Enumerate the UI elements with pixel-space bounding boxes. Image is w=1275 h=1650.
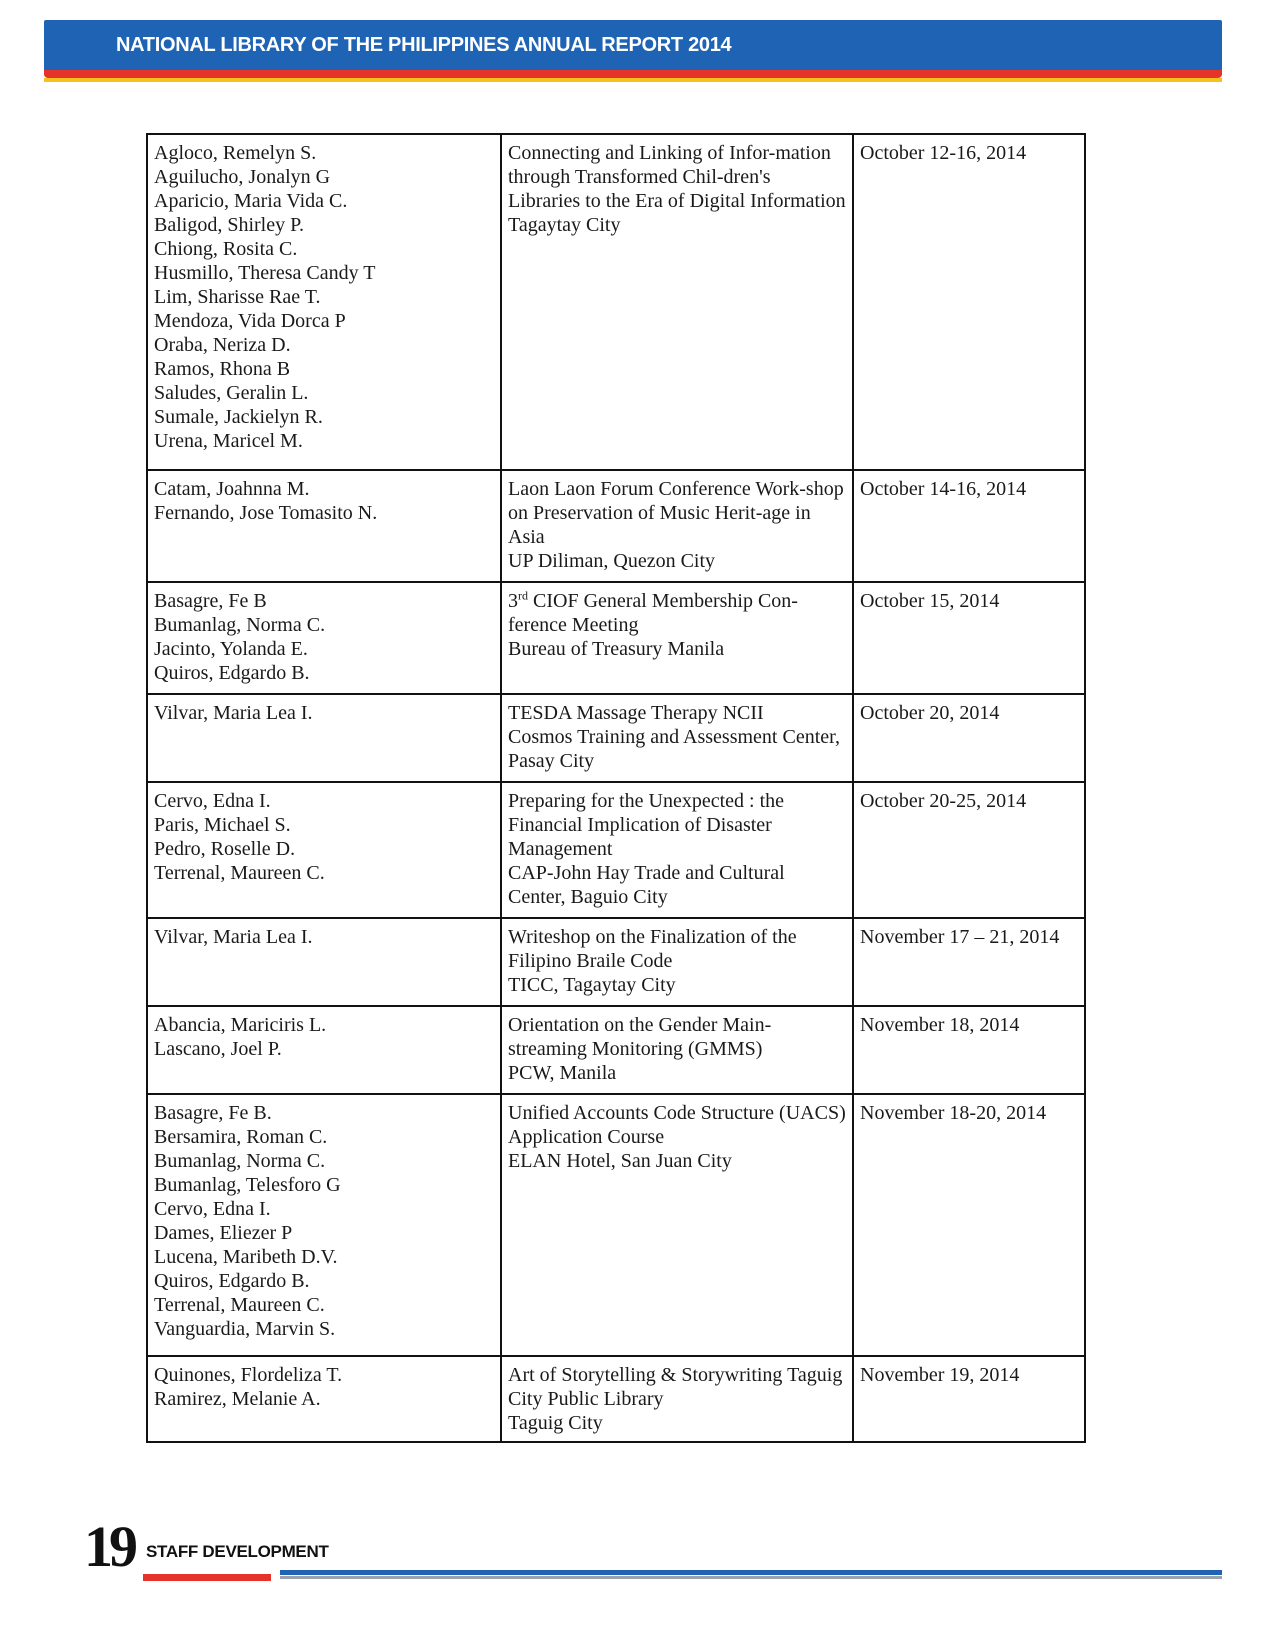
table-row — [147, 1094, 1085, 1356]
participant-name: Pedro, Roselle D. — [154, 838, 296, 860]
participant-name: Lascano, Joel P. — [154, 1038, 282, 1060]
participant-name: Vilvar, Maria Lea I. — [154, 926, 313, 948]
participant-name: Sumale, Jackielyn R. — [154, 406, 323, 428]
event-title — [508, 589, 846, 637]
event-cell — [501, 694, 853, 782]
event-title: Laon Laon Forum Conference Work-shop on Preservation of Music Herit-age in Asia — [508, 478, 844, 548]
event-venue: Bureau of Treasury Manila — [508, 638, 725, 660]
event-cell — [501, 1094, 853, 1356]
event-title: Unified Accounts Code Structure (UACS) Application Course — [508, 1102, 846, 1148]
table-row — [147, 1006, 1085, 1094]
participants-cell — [147, 1006, 501, 1094]
participant-name: Aguilucho, Jonalyn G — [154, 166, 331, 188]
date-cell — [853, 1094, 1085, 1356]
participants-cell — [147, 470, 501, 582]
page-number: 19 — [84, 1514, 134, 1579]
event-ordinal-suffix: rd — [518, 588, 528, 603]
date-cell — [853, 918, 1085, 1006]
event-ordinal: 3 — [508, 590, 518, 612]
footer-stripe-gray — [280, 1576, 1222, 1579]
table-row — [147, 918, 1085, 1006]
event-cell — [501, 782, 853, 918]
event-title: Art of Storytelling & Storywriting Taguig City Public Library — [508, 1364, 843, 1410]
participants-cell — [147, 582, 501, 694]
date-cell — [853, 1006, 1085, 1094]
training-table-body — [147, 134, 1085, 1442]
event-title: Orientation on the Gender Main-streaming Monitoring (GMMS) — [508, 1014, 772, 1060]
participant-name: Bersamira, Roman C. — [154, 1126, 328, 1148]
event-date: November 19, 2014 — [860, 1364, 1020, 1386]
participant-name: Urena, Maricel M. — [154, 430, 303, 452]
participants-cell — [147, 694, 501, 782]
header-banner — [44, 20, 1222, 76]
footer-stripe-red — [143, 1574, 271, 1581]
date-cell — [853, 582, 1085, 694]
participant-name: Husmillo, Theresa Candy T — [154, 262, 376, 284]
participants-cell — [147, 918, 501, 1006]
event-title: Connecting and Linking of Infor-mation through Transformed Chil-dren's Libraries to the Era of Digital Information — [508, 142, 846, 212]
participant-name: Basagre, Fe B — [154, 590, 267, 612]
event-venue: TICC, Tagaytay City — [508, 974, 676, 996]
participant-name: Fernando, Jose Tomasito N. — [154, 502, 378, 524]
event-cell — [501, 1006, 853, 1094]
event-cell — [501, 134, 853, 470]
event-title: TESDA Massage Therapy NCII — [508, 702, 764, 724]
header-stripe-yellow — [44, 78, 1222, 82]
participant-name: Bumanlag, Norma C. — [154, 614, 326, 636]
section-title: STAFF DEVELOPMENT — [146, 1542, 329, 1561]
participant-name: Quiros, Edgardo B. — [154, 662, 310, 684]
event-date: October 12-16, 2014 — [860, 142, 1027, 164]
participants-cell — [147, 134, 501, 470]
participant-name: Agloco, Remelyn S. — [154, 142, 317, 164]
event-date: November 18, 2014 — [860, 1014, 1020, 1036]
table-row — [147, 582, 1085, 694]
participant-name: Terrenal, Maureen C. — [154, 1294, 325, 1316]
event-cell — [501, 582, 853, 694]
date-cell — [853, 694, 1085, 782]
event-venue: CAP-John Hay Trade and Cultural Center, Baguio City — [508, 862, 785, 908]
participant-name: Paris, Michael S. — [154, 814, 291, 836]
participant-name: Basagre, Fe B. — [154, 1102, 272, 1124]
participant-name: Mendoza, Vida Dorca P — [154, 310, 346, 332]
date-cell — [853, 134, 1085, 470]
event-cell — [501, 470, 853, 582]
event-venue: ELAN Hotel, San Juan City — [508, 1150, 732, 1172]
participant-name: Catam, Joahnna M. — [154, 478, 310, 500]
event-cell — [501, 1356, 853, 1442]
participant-name: Oraba, Neriza D. — [154, 334, 291, 356]
participant-name: Cervo, Edna I. — [154, 1198, 271, 1220]
participant-name: Abancia, Mariciris L. — [154, 1014, 327, 1036]
event-venue: PCW, Manila — [508, 1062, 617, 1084]
event-venue: Cosmos Training and Assessment Center, Pasay City — [508, 726, 840, 772]
participant-name: Baligod, Shirley P. — [154, 214, 305, 236]
event-date: November 17 – 21, 2014 — [860, 926, 1060, 948]
footer-stripe-blue — [280, 1570, 1222, 1575]
event-title: Preparing for the Unexpected : the Financial Implication of Disaster Management — [508, 790, 785, 860]
event-venue: Taguig City — [508, 1412, 603, 1434]
table-row — [147, 1356, 1085, 1442]
participant-name: Cervo, Edna I. — [154, 790, 271, 812]
event-date: November 18-20, 2014 — [860, 1102, 1047, 1124]
participant-name: Quiros, Edgardo B. — [154, 1270, 310, 1292]
participant-name: Bumanlag, Telesforo G — [154, 1174, 341, 1196]
event-date: October 15, 2014 — [860, 590, 1000, 612]
participants-cell — [147, 1094, 501, 1356]
participant-name: Quinones, Flordeliza T. — [154, 1364, 343, 1386]
participant-name: Aparicio, Maria Vida C. — [154, 190, 348, 212]
table-row — [147, 470, 1085, 582]
date-cell — [853, 782, 1085, 918]
event-date: October 20, 2014 — [860, 702, 1000, 724]
participant-name: Ramirez, Melanie A. — [154, 1388, 321, 1410]
participant-name: Jacinto, Yolanda E. — [154, 638, 308, 660]
participant-name: Lucena, Maribeth D.V. — [154, 1246, 338, 1268]
participant-name: Saludes, Geralin L. — [154, 382, 309, 404]
date-cell — [853, 470, 1085, 582]
participant-name: Ramos, Rhona B — [154, 358, 291, 380]
report-title: NATIONAL LIBRARY OF THE PHILIPPINES ANNUAL REPORT 2014 — [116, 34, 732, 56]
header-stripe-red — [44, 70, 1222, 78]
table-row — [147, 694, 1085, 782]
event-venue: Tagaytay City — [508, 214, 621, 236]
event-date: October 14-16, 2014 — [860, 478, 1027, 500]
participants-cell — [147, 782, 501, 918]
event-venue: UP Diliman, Quezon City — [508, 550, 716, 572]
event-title-text: CIOF General Membership Con-ference Meeting — [508, 590, 798, 636]
table-row — [147, 134, 1085, 470]
participant-name: Vanguardia, Marvin S. — [154, 1318, 336, 1340]
participant-name: Terrenal, Maureen C. — [154, 862, 325, 884]
participants-cell — [147, 1356, 501, 1442]
event-date: October 20-25, 2014 — [860, 790, 1027, 812]
training-table — [146, 133, 1086, 1443]
participant-name: Dames, Eliezer P — [154, 1222, 293, 1244]
event-cell — [501, 918, 853, 1006]
date-cell — [853, 1356, 1085, 1442]
event-title: Writeshop on the Finalization of the Filipino Braile Code — [508, 926, 797, 972]
participant-name: Lim, Sharisse Rae T. — [154, 286, 321, 308]
participant-name: Bumanlag, Norma C. — [154, 1150, 326, 1172]
participant-name: Vilvar, Maria Lea I. — [154, 702, 313, 724]
participant-name: Chiong, Rosita C. — [154, 238, 298, 260]
table-row — [147, 782, 1085, 918]
